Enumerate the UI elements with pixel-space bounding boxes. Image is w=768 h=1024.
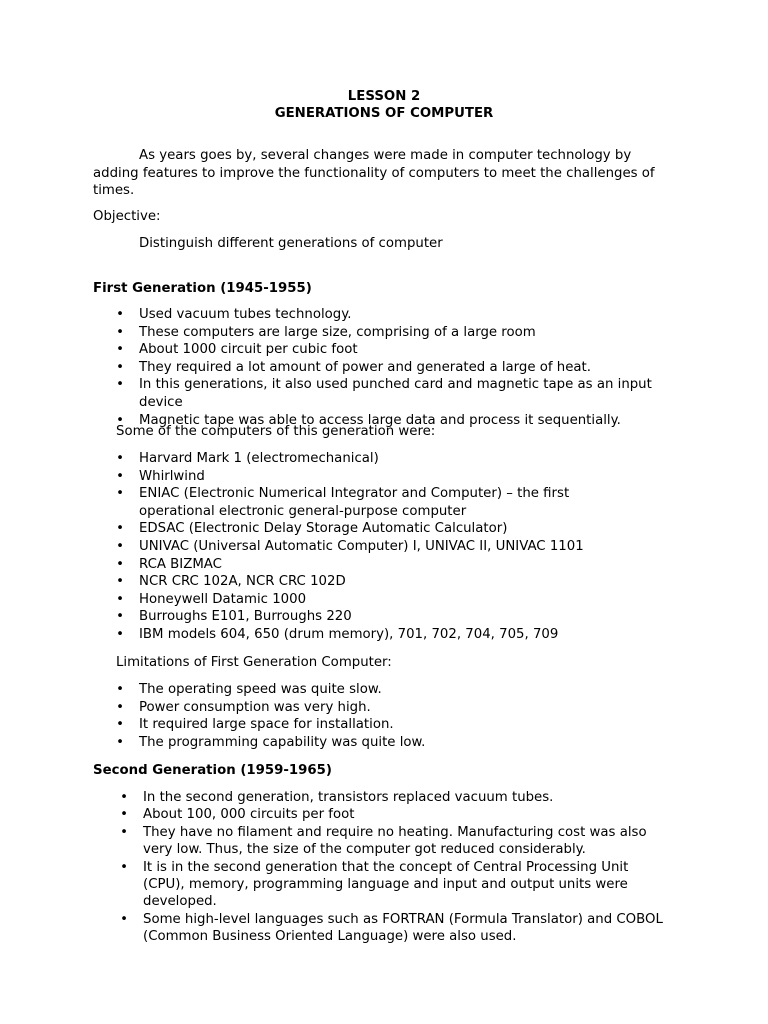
first-generation-computers	[116, 450, 639, 644]
bullet-icon: •	[116, 451, 124, 466]
bullet-icon: •	[120, 911, 128, 927]
list-item: • The programming capability was quite low.	[116, 734, 426, 750]
list-item: • These computers are large size, comprising of a large room	[116, 324, 536, 340]
list-item: • They have no filament and require no heating. Manufacturing cost was also very low. Thus, the size of the computer got reduced considerably.	[120, 824, 647, 858]
list-item: • Honeywell Datamic 1000	[116, 591, 307, 607]
intro-paragraph: As years goes by, several changes were made in computer technology by adding features to improve the functionality of computers to meet the challenges of times.	[93, 148, 655, 198]
list-item: • About 1000 circuit per cubic foot	[116, 342, 358, 358]
bullet-icon: •	[116, 359, 124, 375]
bullet-icon: •	[116, 538, 124, 554]
bullet-icon: •	[116, 717, 124, 733]
objective-text: Distinguish different generations of computer	[139, 236, 443, 251]
list-item: • Magnetic tape was able to access large data and process it sequentially.	[116, 412, 621, 428]
bullet-icon: •	[116, 609, 124, 625]
bullet-icon: •	[116, 682, 124, 697]
bullet-icon: •	[116, 574, 124, 590]
list-item: • It is in the second generation that the concept of Central Processing Unit (CPU), memory, programming language and input and output units were developed.	[120, 859, 629, 910]
limitations-intro: Limitations of First Generation Computer:	[116, 655, 392, 670]
list-item: • About 100, 000 circuits per foot	[120, 807, 355, 823]
bullet-icon: •	[116, 626, 124, 642]
bullet-icon: •	[116, 556, 124, 572]
list-item: • ENIAC (Electronic Numerical Integrator and Computer) – the first operational electronic general-purpose computer	[116, 486, 570, 519]
first-generation-features	[116, 306, 679, 429]
bullet-icon: •	[116, 591, 124, 607]
bullet-icon: •	[116, 486, 124, 502]
bullet-icon: •	[116, 734, 124, 750]
objective-label: Objective:	[93, 209, 161, 224]
bullet-icon: •	[116, 468, 124, 484]
bullet-icon: •	[120, 824, 128, 840]
bullet-icon: •	[120, 807, 128, 823]
bullet-icon: •	[116, 324, 124, 340]
list-item: • Whirlwind	[116, 468, 205, 484]
bullet-icon: •	[120, 859, 128, 875]
bullet-icon: •	[116, 412, 124, 428]
list-item: • UNIVAC (Universal Automatic Computer) I, UNIVAC II, UNIVAC 1101	[116, 538, 584, 554]
computers-intro: Some of the computers of this generation were:	[116, 424, 436, 439]
list-item: • EDSAC (Electronic Delay Storage Automatic Calculator)	[116, 521, 508, 537]
bullet-icon: •	[120, 790, 128, 805]
list-item: • The operating speed was quite slow.	[116, 682, 382, 697]
list-item: • Some high-level languages such as FORTRAN (Formula Translator) and COBOL (Common Business Oriented Language) were also used.	[120, 911, 663, 945]
list-item: • It required large space for installation.	[116, 717, 394, 733]
lesson-label: LESSON 2	[347, 89, 421, 104]
bullet-icon: •	[116, 307, 124, 322]
first-generation-limitations	[116, 681, 679, 751]
second-generation-features	[120, 789, 663, 946]
bullet-icon: •	[116, 377, 124, 393]
list-item: • RCA BIZMAC	[116, 556, 222, 572]
lesson-title: GENERATIONS OF COMPUTER	[274, 106, 494, 121]
list-item: • IBM models 604, 650 (drum memory), 701, 702, 704, 705, 709	[116, 626, 559, 642]
list-item: • In the second generation, transistors replaced vacuum tubes.	[120, 790, 554, 805]
bullet-icon: •	[116, 342, 124, 358]
list-item: • Burroughs E101, Burroughs 220	[116, 609, 352, 625]
list-item: • Used vacuum tubes technology.	[116, 307, 352, 322]
bullet-icon: •	[116, 521, 124, 537]
list-item: • Power consumption was very high.	[116, 699, 371, 715]
list-item: • They required a lot amount of power and generated a large of heat.	[116, 359, 591, 375]
second-generation-heading: Second Generation (1959-1965)	[93, 763, 333, 778]
bullet-icon: •	[116, 699, 124, 715]
list-item: • Harvard Mark 1 (electromechanical)	[116, 451, 379, 466]
first-generation-heading: First Generation (1945-1955)	[93, 281, 312, 296]
list-item: • In this generations, it also used punched card and magnetic tape as an input device	[116, 377, 652, 410]
list-item: • NCR CRC 102A, NCR CRC 102D	[116, 574, 346, 590]
